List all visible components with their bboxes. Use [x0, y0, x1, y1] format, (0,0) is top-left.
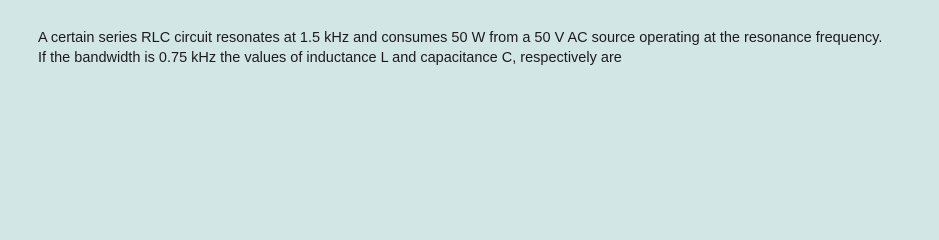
question-line-2: If the bandwidth is 0.75 kHz the values of inductance L and capacitance C, respectively are: [38, 50, 622, 66]
question-text: [38, 28, 928, 68]
question-line-1: A certain series RLC circuit resonates at 1.5 kHz and consumes 50 W from a 50 V AC source operating at the resonance frequency.: [38, 30, 883, 46]
